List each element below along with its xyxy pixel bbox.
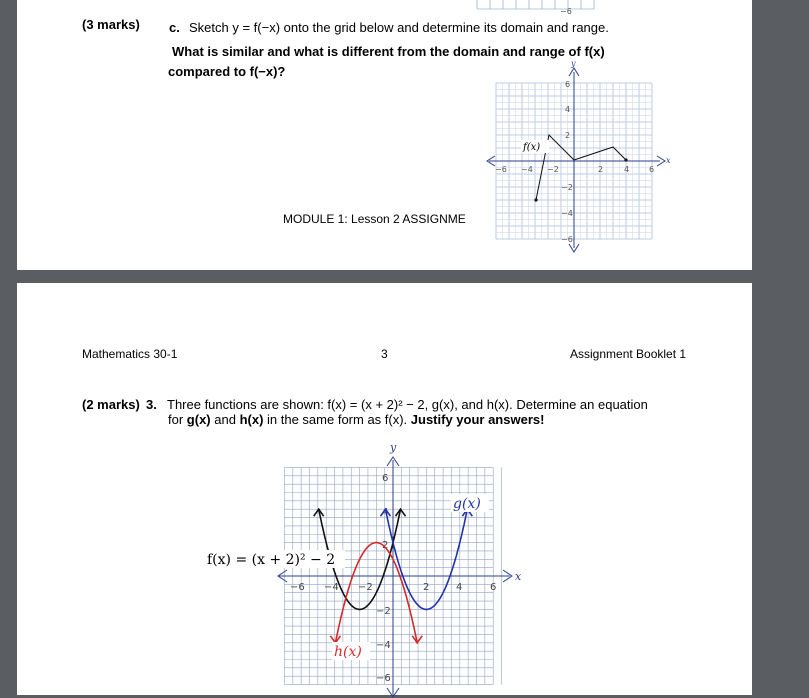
- document-page-1: [17, 0, 752, 270]
- x-tick: −2: [547, 165, 559, 174]
- y-tick: −4: [561, 209, 573, 218]
- part-label: c.: [169, 20, 180, 35]
- question-line-2: [168, 412, 544, 427]
- header-center: 3: [381, 347, 388, 361]
- y-tick: 2: [565, 131, 571, 140]
- x-tick: 4: [624, 165, 630, 174]
- x-tick: −6: [290, 582, 305, 593]
- header-left: Mathematics 30-1: [82, 347, 178, 361]
- q-text: for: [168, 412, 187, 427]
- y-tick: 6: [382, 473, 389, 484]
- footer-text: MODULE 1: Lesson 2 ASSIGNME: [283, 212, 466, 226]
- x-tick: 6: [490, 582, 497, 593]
- part-text: Sketch y = f(−x) onto the grid below and determine its domain and range.: [189, 20, 609, 35]
- q-bold-g: g(x): [186, 412, 211, 427]
- x-tick: 2: [598, 165, 604, 174]
- marks-label-2: (2 marks): [82, 397, 140, 412]
- endpoint-dot: [534, 198, 537, 201]
- header-right: Assignment Booklet 1: [570, 347, 687, 361]
- y-tick: −2: [561, 183, 573, 192]
- question-line-1: Three functions are shown: f(x) = (x + 2)² − 2, g(x), and h(x). Determine an equation: [167, 397, 648, 412]
- y-tick: 2: [382, 540, 389, 551]
- x-axis-label-1: x: [666, 156, 671, 165]
- y-tick: 4: [382, 507, 389, 518]
- y-tick: −2: [376, 606, 391, 617]
- marks-label: (3 marks): [82, 17, 140, 32]
- f-equation-label: f(x) = (x + 2)² − 2: [207, 552, 336, 568]
- y-tick: 6: [565, 80, 571, 89]
- x-tick: 4: [456, 582, 463, 593]
- q-text: in the same form as f(x).: [263, 412, 411, 427]
- q-text: and: [210, 412, 240, 427]
- graph-1: [457, 0, 677, 260]
- x-tick: 2: [423, 582, 430, 593]
- q-bold-justify: Justify your answers!: [410, 412, 545, 427]
- document-page-2: [17, 283, 752, 695]
- x-axis-label-2: x: [515, 570, 522, 583]
- f-of-x-label-1: f(x): [523, 142, 541, 153]
- g-label: g(x): [453, 496, 481, 512]
- x-tick: −2: [358, 582, 373, 593]
- question-number: 3.: [146, 397, 157, 412]
- x-tick: −4: [521, 165, 533, 174]
- y-axis-label-1: y: [571, 59, 576, 68]
- top-tick-label: −6: [560, 7, 572, 16]
- x-tick: 6: [649, 165, 655, 174]
- y-axis-label-2: y: [390, 441, 397, 454]
- graph-2: [177, 438, 557, 698]
- top-grid-fragment: [477, 0, 594, 9]
- endpoint-dot: [624, 158, 627, 161]
- question-line-1: What is similar and what is different from the domain and range of f(x): [172, 44, 605, 59]
- question-line-2: compared to f(−x)?: [168, 64, 286, 79]
- q-bold-h: h(x): [239, 412, 264, 427]
- x-tick: −4: [324, 582, 339, 593]
- h-label: h(x): [334, 644, 362, 660]
- y-tick: −6: [561, 235, 573, 244]
- x-tick: −6: [495, 165, 507, 174]
- y-tick: −4: [376, 640, 391, 651]
- y-tick: −6: [376, 673, 391, 684]
- y-tick: 4: [565, 105, 571, 114]
